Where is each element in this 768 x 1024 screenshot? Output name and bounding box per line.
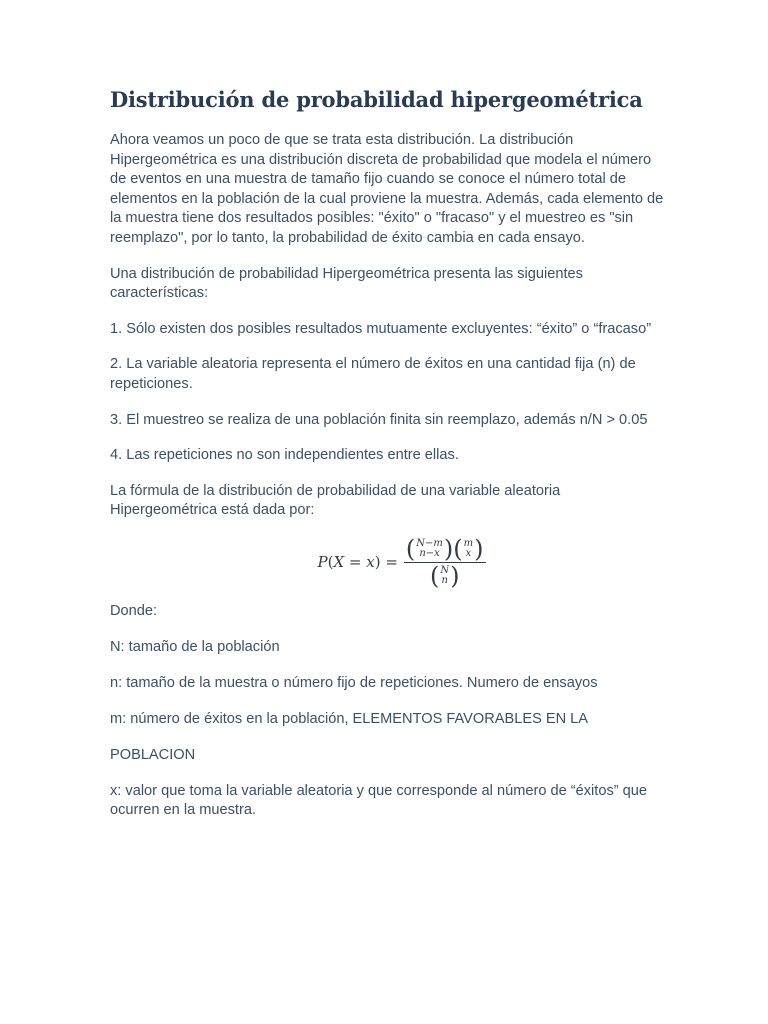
paren-left: ( — [453, 534, 463, 563]
formula-numerator — [404, 534, 486, 563]
paren-right: ) — [474, 534, 484, 563]
formula-random-variable: X — [333, 552, 345, 571]
definition-item: x: valor que toma la variable aleatoria y que corresponde al número de “éxitos” que ocurren en la muestra. — [110, 782, 648, 819]
paren-right: ) — [450, 561, 460, 590]
binomial-top: N−m — [416, 537, 443, 549]
formula-open-paren: ( — [327, 552, 334, 571]
characteristic-item: 3. El muestreo se realiza de una población finita sin reemplazo, además n/N > 0.05 — [110, 411, 648, 428]
definition-item: n: tamaño de la muestra o número fijo de repeticiones. Numero de ensayos — [110, 674, 598, 691]
document-page — [110, 86, 665, 838]
where-label: Donde: — [110, 602, 158, 619]
binomial-stack — [463, 539, 474, 559]
binomial-m-x — [453, 534, 484, 563]
characteristics-list — [110, 320, 665, 466]
formula-fraction — [404, 534, 486, 590]
definition-item: N: tamaño de la población — [110, 638, 280, 655]
characteristics-intro: Una distribución de probabilidad Hipergeométrica presenta las siguientes características: — [110, 265, 583, 302]
binomial-top: m — [463, 537, 474, 549]
binomial-bottom: x — [465, 547, 472, 559]
binomial-n-n — [429, 561, 460, 590]
fraction-bar — [404, 562, 486, 563]
formula-value: x — [366, 552, 375, 571]
binomial-top: N — [440, 564, 450, 576]
characteristic-item: 2. La variable aleatoria representa el número de éxitos en una cantidad fija (n) de repeticiones. — [110, 356, 636, 392]
formula-denominator — [428, 561, 462, 590]
definition-item: m: número de éxitos en la población, ELEMENTOS FAVORABLES EN LA — [110, 710, 589, 727]
binomial-n-minus-m — [405, 534, 454, 563]
formula-block — [110, 534, 665, 590]
formula-inner-equals: = — [344, 552, 367, 571]
formula-lhs — [317, 553, 397, 573]
formula-close-equals: ) = — [374, 552, 398, 571]
characteristic-item: 4. Las repeticiones no son independientes entre ellas. — [110, 447, 459, 464]
characteristic-item: 1. Sólo existen dos posibles resultados mutuamente excluyentes: “éxito” o “fracaso” — [110, 320, 652, 337]
definition-item: POBLACION — [110, 746, 196, 763]
binomial-stack — [439, 566, 450, 586]
paren-right: ) — [443, 534, 454, 563]
paren-left: ( — [405, 534, 416, 563]
intro-paragraph: Ahora veamos un poco de que se trata esta distribución. La distribución Hipergeométrica es una distribución discreta de probabilidad que modela el número de eventos en una muestra de tamaño fijo cuando se conoce el número total de elementos en la población de la cual proviene la muestra. Además, cada elemento de la muestra tiene dos resultados posibles: "éxito" o "fracaso" y el muestreo es "sin reemplazo", por lo tanto, la probabilidad de éxito cambia en cada ensayo. — [110, 132, 664, 246]
definitions-list — [110, 638, 665, 822]
page-title: Distribución de probabilidad hipergeométrica — [110, 87, 643, 112]
formula-p: P — [317, 552, 328, 571]
paren-left: ( — [429, 561, 440, 590]
hypergeometric-formula — [317, 534, 485, 590]
binomial-bottom: n — [441, 574, 448, 586]
binomial-bottom: n−x — [419, 547, 440, 559]
formula-intro: La fórmula de la distribución de probabilidad de una variable aleatoria Hipergeométrica está dada por: — [110, 482, 561, 519]
binomial-stack — [415, 539, 444, 559]
